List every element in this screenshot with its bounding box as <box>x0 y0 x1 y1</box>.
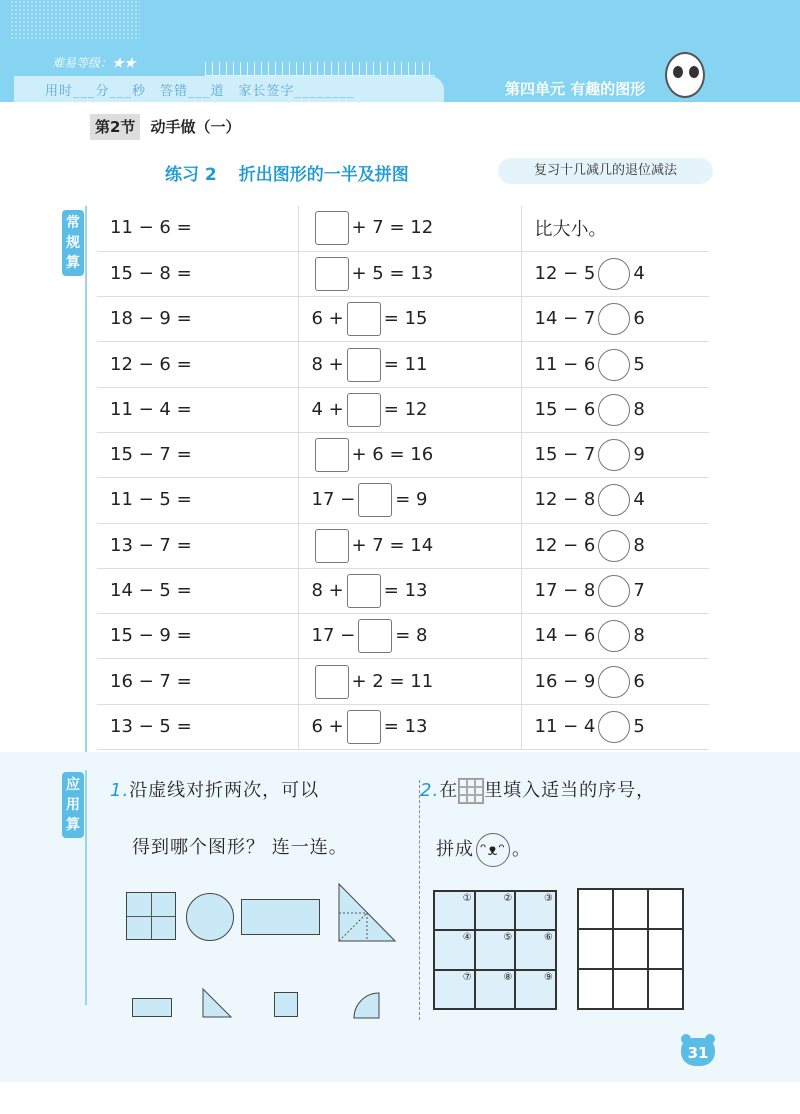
problem-suffix: + 7 = 12 <box>351 217 434 239</box>
answer-box[interactable] <box>358 619 392 653</box>
answer-cell[interactable] <box>648 929 683 969</box>
puzzle-piece: ⑦ <box>434 970 475 1009</box>
table-row <box>97 251 709 296</box>
compare-left: 15 − 6 <box>534 398 596 420</box>
problem-text: 11 − 6 = <box>110 217 192 239</box>
missing-number-problem <box>298 387 521 432</box>
answer-cell[interactable] <box>613 929 648 969</box>
puzzle-piece: ⑤ <box>475 930 516 969</box>
problem-suffix: = 12 <box>383 398 428 420</box>
compare-right: 9 <box>633 444 645 466</box>
exercise-heading <box>165 160 409 185</box>
compare-left: 11 − 6 <box>534 353 596 375</box>
compare-problem <box>521 614 709 659</box>
table-row <box>97 614 709 659</box>
compare-problem <box>521 387 709 432</box>
problem-text: 16 − 7 = <box>110 670 192 692</box>
compare-right: 4 <box>633 489 645 511</box>
q2-text-line2: 拼成 <box>436 839 474 860</box>
page-number: 31 <box>681 1038 715 1066</box>
problem-suffix: + 7 = 14 <box>351 534 434 556</box>
compare-right: 4 <box>633 262 645 284</box>
problem-suffix: + 2 = 11 <box>351 670 434 692</box>
table-row <box>97 478 709 523</box>
problem-text: 14 − 5 = <box>110 580 192 602</box>
answer-box[interactable] <box>347 574 381 608</box>
drill-table <box>97 206 709 750</box>
compare-problem <box>521 704 709 749</box>
problem-prefix: 4 + <box>311 398 344 420</box>
problem-suffix: + 6 = 16 <box>351 444 434 466</box>
small-triangle-shape[interactable] <box>202 988 232 1018</box>
problem-prefix: 17 − <box>311 489 356 511</box>
answer-box[interactable] <box>347 393 381 427</box>
q1-text: 沿虚线对折两次，可以 <box>129 780 320 801</box>
problem-suffix: = 9 <box>395 489 428 511</box>
missing-number-problem <box>298 432 521 477</box>
compare-circle[interactable] <box>598 530 630 562</box>
compare-header: 比大小。 <box>534 219 607 241</box>
table-row <box>97 568 709 613</box>
compare-problem <box>521 251 709 296</box>
table-row <box>97 523 709 568</box>
subtraction-problem <box>97 297 298 342</box>
q2-line2 <box>436 833 531 867</box>
answer-box[interactable] <box>315 665 349 699</box>
compare-circle[interactable] <box>598 394 630 426</box>
compare-problem <box>521 432 709 477</box>
table-row <box>97 432 709 477</box>
header-band <box>0 0 800 102</box>
compare-circle[interactable] <box>598 303 630 335</box>
dot-pattern <box>10 0 140 40</box>
compare-right: 8 <box>633 625 645 647</box>
subtraction-problem <box>97 704 298 749</box>
q1-number: 1. <box>110 780 130 801</box>
q2-text-end: 。 <box>512 839 531 860</box>
compare-problem <box>521 523 709 568</box>
missing-number-problem <box>298 704 521 749</box>
problem-text: 15 − 9 = <box>110 625 192 647</box>
compare-right: 5 <box>633 353 645 375</box>
puzzle-piece: ④ <box>434 930 475 969</box>
subtraction-problem <box>97 342 298 387</box>
missing-number-problem <box>298 568 521 613</box>
problem-text: 15 − 8 = <box>110 262 192 284</box>
problem-text: 18 − 9 = <box>110 308 192 330</box>
problem-suffix: = 15 <box>383 308 428 330</box>
compare-problem <box>521 342 709 387</box>
answer-cell[interactable] <box>613 969 648 1009</box>
answer-box[interactable] <box>347 302 381 336</box>
missing-number-problem <box>298 523 521 568</box>
subtraction-problem <box>97 478 298 523</box>
compare-circle[interactable] <box>598 620 630 652</box>
compare-circle[interactable] <box>598 575 630 607</box>
apply-border <box>85 770 87 1005</box>
compare-problem <box>521 659 709 704</box>
table-row <box>97 342 709 387</box>
subtraction-problem <box>97 659 298 704</box>
answer-cell[interactable] <box>648 889 683 929</box>
q2-number: 2. <box>420 780 440 801</box>
exercise-label: 练习 2 <box>165 165 217 185</box>
answer-box[interactable] <box>315 438 349 472</box>
missing-number-problem <box>298 251 521 296</box>
compare-circle[interactable] <box>598 711 630 743</box>
subtraction-problem <box>97 432 298 477</box>
section-tag: 第2节 <box>90 114 140 140</box>
compare-right: 5 <box>633 715 645 737</box>
compare-left: 14 − 6 <box>534 625 596 647</box>
compare-left: 12 − 8 <box>534 489 596 511</box>
answer-grid <box>577 888 684 1010</box>
problem-text: 12 − 6 = <box>110 353 192 375</box>
missing-number-problem <box>298 297 521 342</box>
compare-right: 8 <box>633 398 645 420</box>
compare-problem <box>521 568 709 613</box>
compare-circle[interactable] <box>598 258 630 290</box>
section-title: 动手做（一） <box>150 118 241 136</box>
square-shape[interactable] <box>126 892 176 940</box>
subtraction-problem <box>97 206 298 251</box>
problem-prefix: 8 + <box>311 580 344 602</box>
compare-right: 7 <box>633 580 645 602</box>
circle-shape[interactable] <box>186 893 234 941</box>
answer-box[interactable] <box>347 348 381 382</box>
answer-cell[interactable] <box>578 889 613 929</box>
rectangle-shape[interactable] <box>241 899 320 935</box>
compare-left: 12 − 6 <box>534 534 596 556</box>
compare-left: 15 − 7 <box>534 444 596 466</box>
table-row <box>97 387 709 432</box>
table-row <box>97 704 709 749</box>
problem-text: 13 − 7 = <box>110 534 192 556</box>
problem-suffix: = 13 <box>383 580 428 602</box>
time-record-line: 用时___分___秒 答错___道 家长签字________ <box>45 84 355 99</box>
puzzle-pieces-grid <box>433 890 557 1010</box>
compare-right: 8 <box>633 534 645 556</box>
problem-suffix: + 5 = 13 <box>351 262 434 284</box>
problem-prefix: 6 + <box>311 715 344 737</box>
problem-text: 11 − 5 = <box>110 489 192 511</box>
compare-left: 16 − 9 <box>534 670 596 692</box>
compare-circle[interactable] <box>598 666 630 698</box>
missing-number-problem <box>298 206 521 251</box>
section-heading <box>90 116 240 137</box>
compare-circle[interactable] <box>598 484 630 516</box>
compare-left: 14 − 7 <box>534 308 596 330</box>
table-row <box>97 297 709 342</box>
compare-right: 6 <box>633 670 645 692</box>
q2-text-post: 里填入适当的序号， <box>484 780 656 801</box>
answer-box[interactable] <box>315 529 349 563</box>
triangle-shape[interactable] <box>338 883 396 943</box>
puzzle-piece: ③ <box>515 891 556 930</box>
grid-icon <box>458 778 484 804</box>
missing-number-problem <box>298 478 521 523</box>
subtraction-problem <box>97 523 298 568</box>
drill-border <box>85 206 87 754</box>
compare-circle[interactable] <box>598 349 630 381</box>
problem-text: 15 − 7 = <box>110 444 192 466</box>
compare-problem <box>521 206 709 251</box>
ruler-decoration <box>205 62 435 76</box>
problem-suffix: = 8 <box>395 625 428 647</box>
divider <box>419 780 420 1020</box>
problem-prefix: 17 − <box>311 625 356 647</box>
small-square-shape[interactable] <box>274 992 298 1017</box>
q2-line1 <box>420 776 655 804</box>
puzzle-piece: ⑨ <box>515 970 556 1009</box>
unit-title: 第四单元 有趣的图形 <box>505 80 646 98</box>
problem-text: 11 − 4 = <box>110 398 192 420</box>
small-rectangle-shape[interactable] <box>132 998 172 1017</box>
difficulty: 难易等级：★★ <box>52 56 137 70</box>
review-badge: 复习十几减几的退位减法 <box>498 158 713 184</box>
compare-left: 12 − 5 <box>534 262 596 284</box>
table-row <box>97 659 709 704</box>
q1-line2: 得到哪个图形？ 连一连。 <box>132 837 348 858</box>
compare-right: 6 <box>633 308 645 330</box>
answer-box[interactable] <box>315 257 349 291</box>
problem-suffix: = 11 <box>383 353 428 375</box>
mascot-icon <box>665 52 705 98</box>
problem-text: 13 − 5 = <box>110 715 192 737</box>
problem-prefix: 8 + <box>311 353 344 375</box>
answer-cell[interactable] <box>648 969 683 1009</box>
quarter-circle-shape[interactable] <box>353 992 381 1019</box>
answer-box[interactable] <box>358 483 392 517</box>
answer-cell[interactable] <box>578 969 613 1009</box>
answer-cell[interactable] <box>578 929 613 969</box>
missing-number-problem <box>298 342 521 387</box>
fox-face-icon: ᵔᴥᵔ <box>476 833 510 867</box>
subtraction-problem <box>97 387 298 432</box>
compare-circle[interactable] <box>598 439 630 471</box>
missing-number-problem <box>298 659 521 704</box>
exercise-title: 折出图形的一半及拼图 <box>238 165 409 185</box>
answer-box[interactable] <box>315 211 349 245</box>
subtraction-problem <box>97 251 298 296</box>
missing-number-problem <box>298 614 521 659</box>
q1-line1 <box>110 776 319 802</box>
puzzle-piece: ⑥ <box>515 930 556 969</box>
apply-side-label: 应用算 <box>62 772 84 838</box>
compare-problem <box>521 478 709 523</box>
answer-cell[interactable] <box>613 889 648 929</box>
problem-suffix: = 13 <box>383 715 428 737</box>
puzzle-piece: ① <box>434 891 475 930</box>
puzzle-piece: ⑧ <box>475 970 516 1009</box>
q2-text-pre: 在 <box>439 780 459 801</box>
table-row <box>97 206 709 251</box>
puzzle-piece: ② <box>475 891 516 930</box>
drill-side-label: 常规算 <box>62 210 84 276</box>
problem-prefix: 6 + <box>311 308 344 330</box>
compare-left: 11 − 4 <box>534 715 596 737</box>
subtraction-problem <box>97 614 298 659</box>
compare-problem <box>521 297 709 342</box>
answer-box[interactable] <box>347 710 381 744</box>
subtraction-problem <box>97 568 298 613</box>
compare-left: 17 − 8 <box>534 580 596 602</box>
